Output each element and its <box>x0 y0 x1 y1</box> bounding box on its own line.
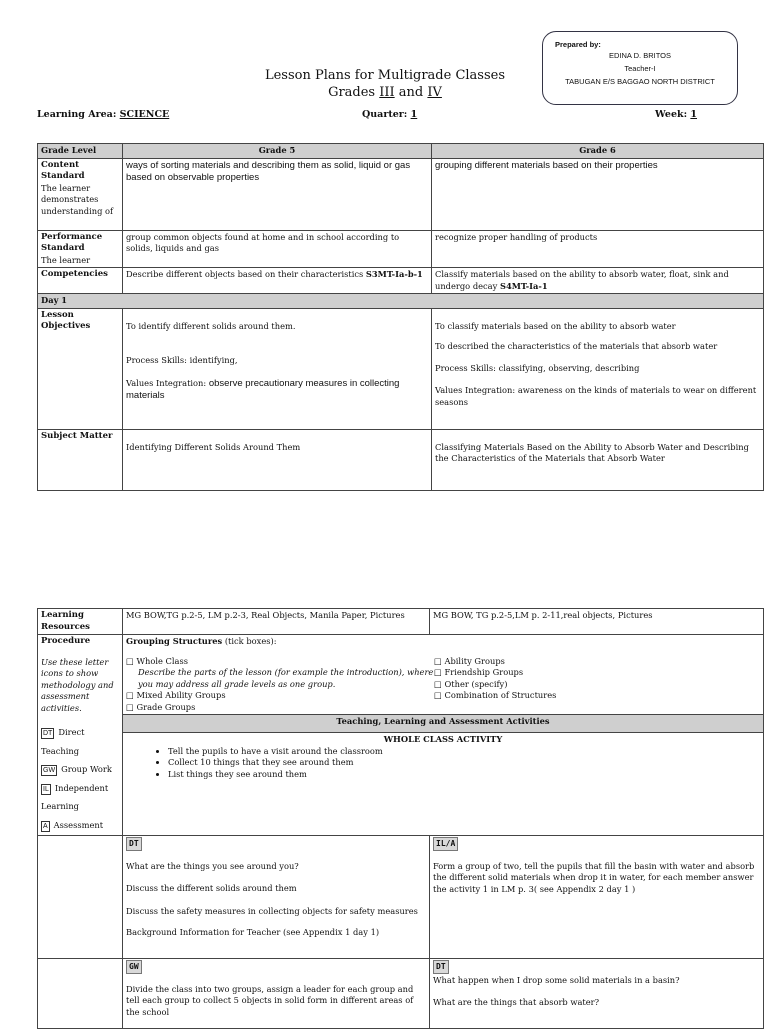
dt-g6-1: What happen when I drop some solid materials in a basin? <box>433 974 680 985</box>
week-value: 1 <box>690 109 698 120</box>
option-grade-groups[interactable]: □ Grade Groups <box>126 701 196 712</box>
subject-matter-row <box>38 429 764 490</box>
list-item: • List things they see around them <box>168 769 760 781</box>
option-mixed-ability[interactable]: □ Mixed Ability Groups <box>126 690 226 700</box>
header-grade-level: Grade Level <box>38 144 123 159</box>
procedure-cell <box>38 635 123 836</box>
whole-class-title: WHOLE CLASS ACTIVITY <box>383 734 503 744</box>
resources-row <box>38 609 764 635</box>
content-standard-g6: grouping different materials based on their properties <box>432 158 764 230</box>
performance-standard-sub: The learner <box>41 254 91 265</box>
grouping-structures-heading: Grouping Structures (tick boxes): <box>126 636 277 646</box>
list-item: • Tell the pupils to have a visit around the classroom <box>168 746 760 758</box>
page-title <box>220 67 550 101</box>
objective-g5-3: Values Integration: observe precautionary measures in collecting materials <box>126 377 400 401</box>
quarter-value: 1 <box>410 109 418 120</box>
quarter <box>362 109 417 120</box>
learning-area-value: SCIENCE <box>119 109 170 120</box>
performance-standard-g5: group common objects found at home and in school according to solids, liquids and gas <box>123 230 432 268</box>
subject-matter-label: Subject Matter <box>38 429 123 490</box>
objective-g6-4: Values Integration: awareness on the kinds of materials to wear on different seasons <box>435 385 757 407</box>
dt-g5-1: What are the things you see around you? <box>126 860 299 871</box>
content-standard-sub: The learner demonstrates understanding of <box>41 182 114 216</box>
objectives-label: Lesson Objectives <box>38 308 123 429</box>
objective-g5-2: Process Skills: identifying, <box>126 355 238 365</box>
title-line-2 <box>220 84 550 101</box>
grade-b: IV <box>427 85 442 100</box>
ila-g6-1: Form a group of two, tell the pupils that fill the basin with water and absorb the different solid materials when drop it in water, for each member answer the activity 1 in LM p. 3( see Appendix 2 day 1 ) <box>433 860 755 894</box>
objective-g6-2: To described the characteristics of the materials that absorb water <box>435 341 718 351</box>
objectives-g6 <box>432 308 764 429</box>
competencies-row <box>38 268 764 294</box>
day-row <box>38 294 764 309</box>
option-friendship-groups[interactable]: □ Friendship Groups <box>434 667 524 677</box>
whole-class-cell <box>123 733 764 836</box>
prepared-by-box <box>542 31 738 105</box>
day-label: Day 1 <box>38 294 764 309</box>
objective-g5-1: To identify different solids around them. <box>126 320 296 331</box>
content-standard-row <box>38 158 764 230</box>
ila-cell-g6 <box>430 836 764 959</box>
gw-tag: GW <box>126 960 142 974</box>
group-work-icon: GW <box>43 767 56 774</box>
option-ability-groups[interactable]: □ Ability Groups <box>434 655 505 666</box>
prepared-by-label: Prepared by: <box>555 40 601 49</box>
objectives-g5 <box>123 308 432 429</box>
gw-g5-1: Divide the class into two groups, assign a leader for each group and tell each group to collect 5 objects in solid form in different areas of the school <box>126 983 414 1017</box>
resources-g6: MG BOW, TG p.2-5,LM p. 2-11,real objects, Pictures <box>430 609 764 635</box>
objective-g6-3: Process Skills: classifying, observing, describing <box>435 362 640 373</box>
resources-g5: MG BOW,TG p.2-5, LM p.2-3, Real Objects, Manila Paper, Pictures <box>123 609 430 635</box>
lesson-plan-table-2 <box>37 608 764 1029</box>
performance-standard-label: Performance Standard The learner <box>38 230 123 268</box>
grouping-options-right <box>434 656 556 714</box>
whole-class-description: Describe the parts of the lesson (for example the introduction), where you may address all grade levels as one group. <box>138 667 434 689</box>
header-grade-5: Grade 5 <box>123 144 432 159</box>
procedure-label: Procedure <box>41 636 91 646</box>
dt-cell-g6 <box>430 959 764 1029</box>
dt-tag: DT <box>126 837 142 851</box>
ila-tag: IL/A <box>433 837 458 851</box>
method-icons <box>41 723 119 834</box>
lesson-plan-table-1 <box>37 143 764 491</box>
week <box>655 109 697 120</box>
teacher-position: Teacher-I <box>624 64 656 73</box>
method-gw: GW Group Work <box>43 764 112 774</box>
grouping-structures-cell <box>123 635 764 715</box>
resources-label: Learning Resources <box>38 609 123 635</box>
grades-prefix: Grades <box>328 85 376 100</box>
option-combination[interactable]: □ Combination of Structures <box>434 690 557 700</box>
independent-learning-icon: IL <box>43 785 49 793</box>
dt-g6-2: What are the things that absorb water? <box>433 997 600 1007</box>
method-il: IL Independent Learning <box>41 782 109 811</box>
option-other[interactable]: □ Other (specify) <box>434 678 508 689</box>
title-line-1: Lesson Plans for Multigrade Classes <box>264 68 506 83</box>
competencies-label: Competencies <box>38 268 123 294</box>
dt-g5-2: Discuss the different solids around them <box>126 883 297 893</box>
competency-code-g6: S4MT-Ia-1 <box>499 280 548 291</box>
option-whole-class[interactable]: □ Whole Class <box>126 655 189 666</box>
competencies-g6: Classify materials based on the ability to absorb water, float, sink and undergo decay S4MT-Ia-1 <box>432 268 764 294</box>
list-item: • Collect 10 things that they see around them <box>168 757 760 769</box>
header-grade-6: Grade 6 <box>432 144 764 159</box>
method-dt: DT Direct Teaching <box>41 727 85 756</box>
content-standard-g5: ways of sorting materials and describing them as solid, liquid or gas based on observable properties <box>123 158 432 230</box>
method-a: A Assessment <box>43 819 104 830</box>
dt-il-row <box>38 836 764 959</box>
learning-area-label: Learning Area: <box>37 109 117 120</box>
activities-title: Teaching, Learning and Assessment Activities <box>123 715 764 733</box>
school-name: TABUGAN E/S BAGGAO NORTH DISTRICT <box>565 77 715 86</box>
dt-cell-g5 <box>123 836 430 959</box>
grade-a: III <box>379 85 395 100</box>
competencies-g5: Describe different objects based on their characteristics S3MT-Ia-b-1 <box>123 268 432 294</box>
whole-class-list <box>126 746 760 781</box>
objective-g6-1: To classify materials based on the ability to absorb water <box>435 320 676 331</box>
whole-class-row <box>38 733 764 836</box>
gw-cell-g5 <box>123 959 430 1029</box>
grades-and: and <box>398 85 424 100</box>
performance-standard-g6: recognize proper handling of products <box>432 230 764 268</box>
header-row <box>38 144 764 159</box>
gw-dt-row <box>38 959 764 1029</box>
grouping-options <box>126 656 760 714</box>
objectives-row <box>38 308 764 429</box>
empty-cell <box>38 836 123 959</box>
performance-standard-row <box>38 230 764 268</box>
dt-tag: DT <box>433 960 449 974</box>
teacher-name: EDINA D. BRITOS <box>609 51 671 60</box>
learning-area <box>37 109 169 120</box>
week-label: Week: <box>655 109 688 120</box>
grouping-options-left <box>126 656 434 714</box>
competency-code-g5: S3MT-Ia-b-1 <box>365 269 423 279</box>
subject-matter-g6: Classifying Materials Based on the Ability to Absorb Water and Describing the Characteristics of the Materials that Absorb Water <box>432 429 764 490</box>
quarter-label: Quarter: <box>362 109 408 120</box>
subject-matter-g5: Identifying Different Solids Around Them <box>123 429 432 490</box>
activities-title-row <box>38 715 764 733</box>
content-standard-label: Content Standard The learner demonstrates understanding of <box>38 158 123 230</box>
assessment-icon: A <box>43 822 48 830</box>
dt-g5-3: Discuss the safety measures in collecting objects for safety measures <box>126 905 418 916</box>
direct-teaching-icon: DT <box>43 730 53 737</box>
grouping-row <box>38 635 764 715</box>
procedure-note: Use these letter icons to show methodology and assessment activities. <box>41 656 114 713</box>
dt-g5-4: Background Information for Teacher (see Appendix 1 day 1) <box>126 927 380 937</box>
empty-cell <box>38 959 123 1029</box>
